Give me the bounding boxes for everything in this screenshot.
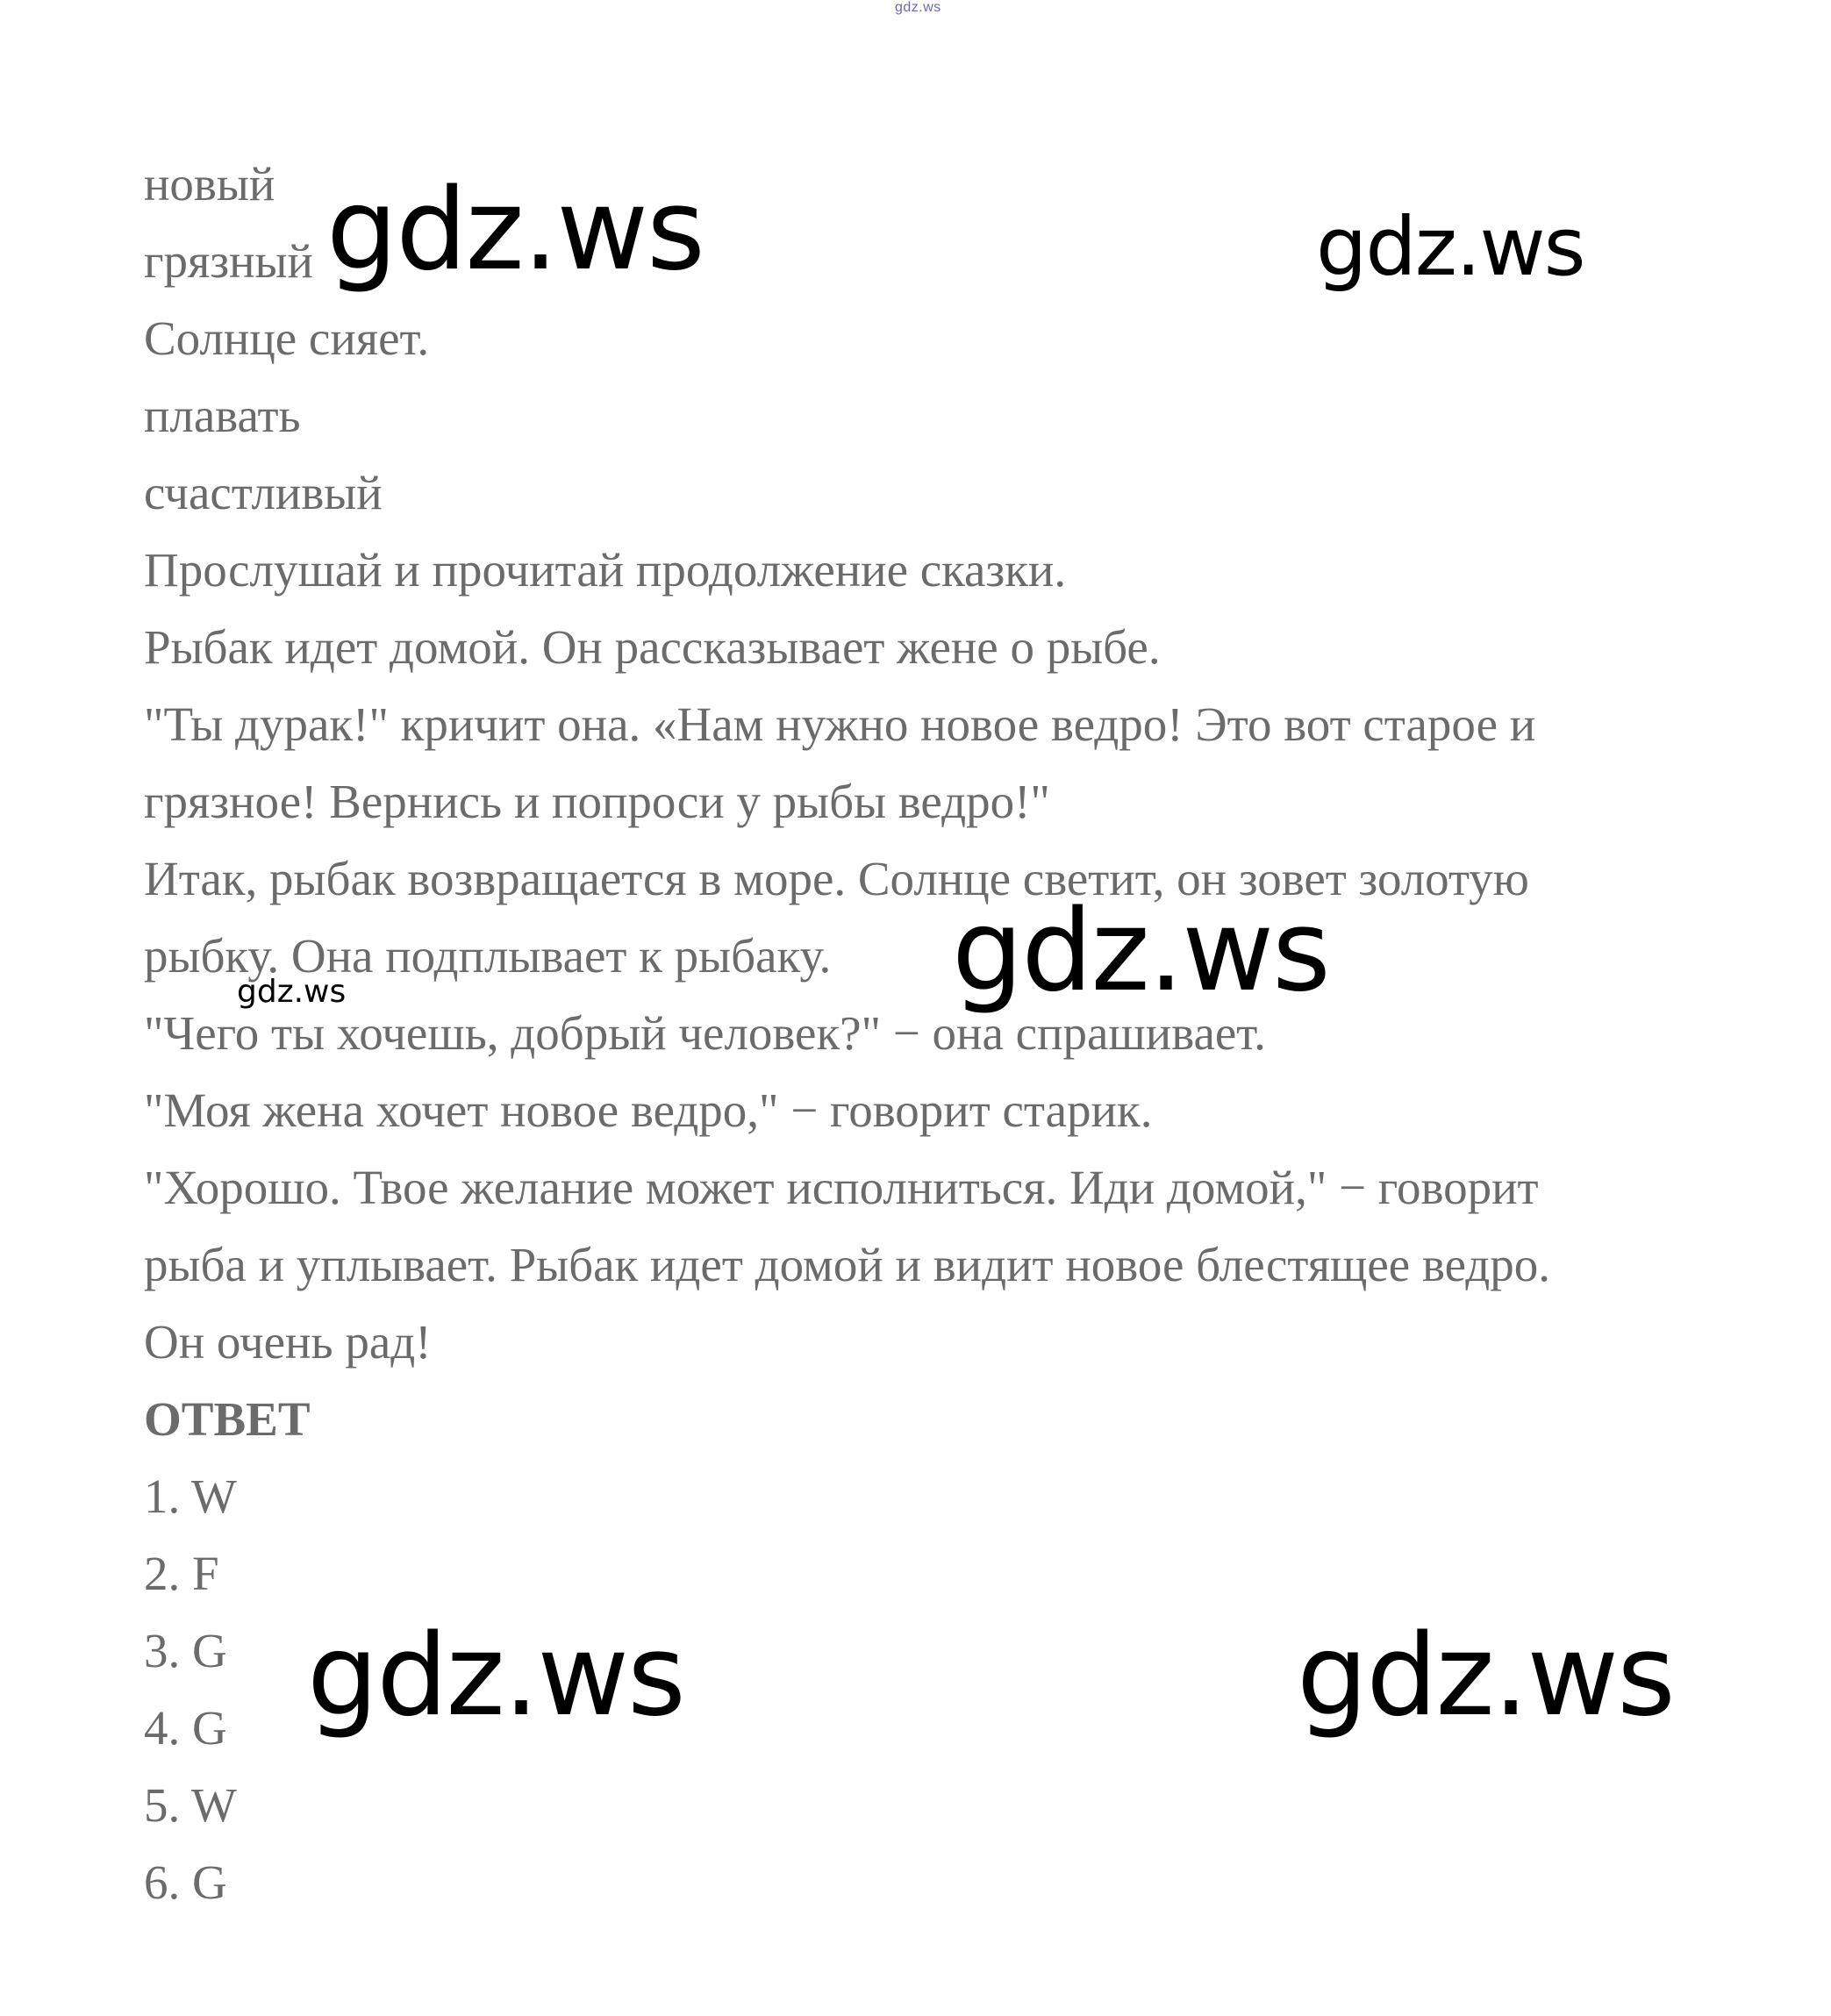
- text-line: рыба и уплывает. Рыбак идет домой и видит новое блестящее ведро.: [144, 1238, 1551, 1291]
- text-line: грязный: [144, 234, 313, 288]
- watermark: gdz.ws: [1297, 1611, 1674, 1741]
- text-line: счастливый: [144, 466, 383, 519]
- text-line: "Моя жена хочет новое ведро," − говорит старик.: [144, 1083, 1153, 1137]
- text-line: Итак, рыбак возвращается в море. Солнце светит, он зовет золотую: [144, 852, 1529, 905]
- text-line: Прослушай и прочитай продолжение сказки.: [144, 543, 1067, 597]
- text-line: "Чего ты хочешь, добрый человек?" − она спрашивает.: [144, 1006, 1266, 1060]
- text-line: грязное! Вернись и попроси у рыбы ведро!": [144, 775, 1050, 828]
- answer-item: 5. W: [144, 1778, 237, 1832]
- text-line: рыбку. Она подплывает к рыбаку.: [144, 929, 832, 983]
- watermark: gdz.ws: [326, 165, 704, 296]
- text-line: "Ты дурак!" кричит она. «Нам нужно новое ведро! Это вот старое и: [144, 697, 1536, 751]
- header-watermark: gdz.ws: [895, 0, 941, 15]
- answer-item: 6. G: [144, 1855, 227, 1909]
- watermark: gdz.ws: [237, 974, 347, 1010]
- answer-heading: ОТВЕТ: [144, 1392, 311, 1446]
- text-line: новый: [144, 157, 275, 211]
- answer-item: 2. F: [144, 1547, 219, 1600]
- text-line: "Хорошо. Твое желание может исполниться. Иди домой," − говорит: [144, 1161, 1539, 1214]
- answer-item: 1. W: [144, 1469, 237, 1523]
- text-line: Рыбак идет домой. Он рассказывает жене о рыбе.: [144, 620, 1161, 674]
- watermark: gdz.ws: [307, 1611, 684, 1741]
- answer-item: 4. G: [144, 1701, 227, 1755]
- watermark: gdz.ws: [952, 886, 1329, 1017]
- text-line: Он очень рад!: [144, 1315, 432, 1369]
- answer-item: 3. G: [144, 1624, 227, 1677]
- watermark: gdz.ws: [1316, 200, 1584, 294]
- text-line: Солнце сияет.: [144, 311, 430, 365]
- text-line: плавать: [144, 389, 301, 442]
